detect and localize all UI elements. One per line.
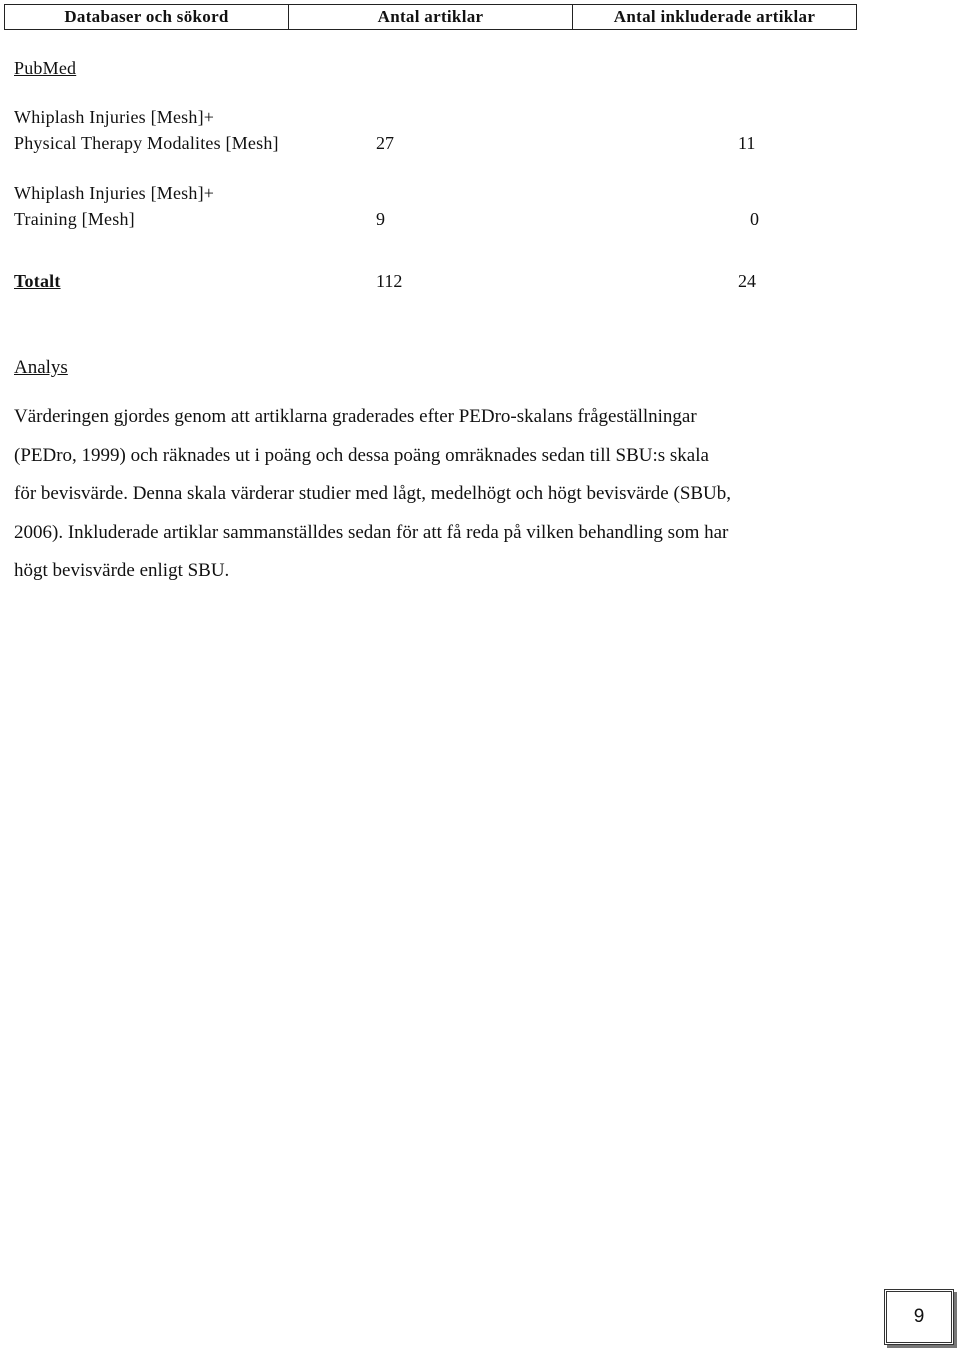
- database-name: PubMed: [14, 58, 77, 78]
- header-antal-artiklar: Antal artiklar: [289, 5, 573, 29]
- row-1-inkluderade: 11: [738, 133, 756, 153]
- table-header: [4, 4, 857, 30]
- row-2-search-line-1: Whiplash Injuries [Mesh]+: [14, 183, 215, 203]
- header-databaser: Databaser och sökord: [5, 5, 289, 29]
- paragraph-line: (PEDro, 1999) och räknades ut i poäng och dessa poäng omräknades sedan till SBU:s skala: [14, 444, 709, 466]
- row-2-antal: 9: [376, 209, 385, 229]
- paragraph-line: för bevisvärde. Denna skala värderar studier med lågt, medelhögt och högt bevisvärde (SBUb,: [14, 483, 732, 504]
- paragraph-line: 2006). Inkluderade artiklar sammanställdes sedan för att få reda på vilken behandling som har: [14, 521, 729, 543]
- page-number: 9: [884, 1289, 954, 1345]
- analys-heading: Analys: [14, 357, 68, 378]
- paragraph-line: högt bevisvärde enligt SBU.: [14, 560, 230, 581]
- analys-paragraph: [14, 398, 874, 591]
- row-2-search-line-2: Training [Mesh]: [14, 209, 135, 229]
- row-2-inkluderade: 0: [750, 209, 759, 229]
- row-1-search-line-1: Whiplash Injuries [Mesh]+: [14, 107, 215, 127]
- header-antal-inkluderade: Antal inkluderade artiklar: [613, 7, 816, 26]
- total-label: Totalt: [14, 271, 61, 291]
- total-inkluderade: 24: [738, 271, 756, 291]
- paragraph-line: Värderingen gjordes genom att artiklarna graderades efter PEDro-skalans frågeställningar: [14, 406, 697, 427]
- row-1-search-line-2: Physical Therapy Modalites [Mesh]: [14, 133, 279, 153]
- row-1-antal: 27: [376, 133, 394, 153]
- total-antal: 112: [376, 271, 403, 291]
